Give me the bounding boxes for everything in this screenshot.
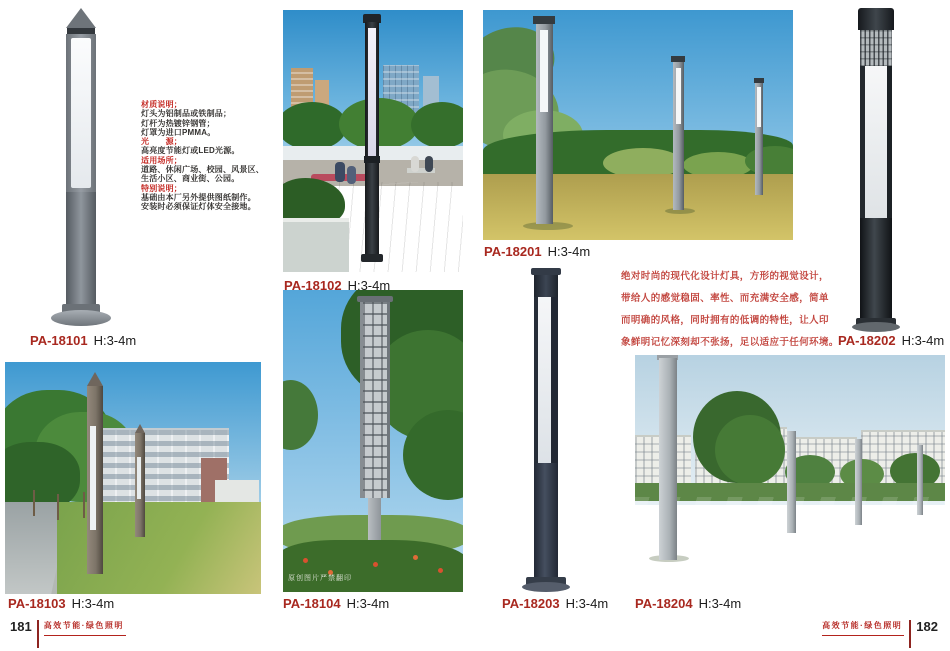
person (425, 156, 433, 172)
lamp-light-panel (676, 68, 681, 124)
product-image-pa18202 (843, 8, 913, 332)
product-photo-pa18201 (483, 10, 793, 240)
lamp-light-panel (757, 87, 761, 127)
building (215, 480, 259, 504)
lawn (483, 174, 793, 240)
description-line: 绝对时尚的现代化设计灯具，方形的视觉设计， (621, 271, 829, 282)
spec-line: 生活小区、商业街、公园。 (141, 174, 240, 184)
tree-trunk (33, 490, 35, 516)
lamp-pole (787, 431, 796, 533)
product-model: PA-18202 (838, 333, 896, 348)
product-height: H:3-4m (346, 596, 390, 611)
lamp-lattice-column (360, 302, 390, 498)
spec-line: 安装时必须保证灯体安全接地。 (141, 202, 256, 212)
lamp-base (522, 582, 570, 592)
spec-line: 灯罩为进口PMMA。 (141, 127, 216, 137)
lamp-collar (364, 156, 380, 163)
lamp-cap (858, 8, 894, 30)
product-label-pa18202 (838, 333, 944, 348)
lamp-light-panel (368, 28, 376, 156)
lamp-light-panel (540, 30, 548, 112)
product-label-pa18101 (30, 333, 136, 348)
lamp-tip (87, 372, 103, 386)
planter (283, 218, 349, 272)
product-label-pa18204 (635, 596, 741, 611)
lamp-light-panel (860, 66, 892, 218)
lamp-pole (855, 439, 862, 525)
tree-trunk (57, 494, 59, 520)
product-height: H:3-4m (901, 333, 945, 348)
product-model: PA-18104 (283, 596, 341, 611)
product-height: H:3-4m (565, 596, 609, 611)
product-model: PA-18102 (284, 278, 342, 293)
product-image-pa18203 (506, 268, 582, 594)
lamp-pole (860, 218, 892, 318)
lamp-light-panel (137, 457, 141, 499)
description-line: 象鲜明记忆深刻却不张扬，足以适应于任何环境。 (621, 337, 839, 348)
tree-trunk (83, 492, 85, 518)
flower (413, 555, 418, 560)
product-height: H:3-4m (71, 596, 115, 611)
product-model: PA-18103 (8, 596, 66, 611)
product-label-pa18203 (502, 596, 608, 611)
spec-line: 灯杆为热镀锌钢管； (141, 118, 215, 128)
product-image-pa18101 (30, 8, 135, 330)
product-height: H:3-4m (698, 596, 742, 611)
product-model: PA-18101 (30, 333, 88, 348)
spec-text-block (141, 100, 264, 212)
lamp-pole (534, 463, 558, 577)
flower (373, 562, 378, 567)
spec-line: 基础由本厂另外提供图纸制作。 (141, 192, 256, 202)
page-number-right: 182 (916, 619, 938, 634)
product-height: H:3-4m (347, 278, 391, 293)
product-photo-pa18204 (635, 355, 945, 593)
footer-left (10, 620, 126, 648)
lamp-tip (135, 424, 145, 433)
product-photo-pa18102 (283, 10, 463, 272)
lamp-louver-grille (860, 30, 892, 66)
product-label-pa18103 (8, 596, 114, 611)
spec-line: 适用场所； (141, 155, 182, 165)
person (335, 162, 345, 182)
description-line: 而明确的风格，同时拥有的低调的特性，让人印 (621, 315, 829, 326)
lamp-base (51, 310, 111, 326)
product-label-pa18102 (284, 278, 390, 293)
footer-slogan-right: 高效节能·绿色照明 (822, 620, 904, 636)
footer-divider (37, 620, 39, 648)
flower (303, 558, 308, 563)
product-label-pa18104 (283, 596, 389, 611)
product-height: H:3-4m (547, 244, 591, 259)
spec-line: 材质说明； (141, 100, 182, 109)
lamp-pole (917, 445, 923, 515)
person (347, 166, 356, 184)
product-photo-pa18104 (283, 290, 463, 592)
lamp-light-panel (534, 297, 558, 463)
product-model: PA-18204 (635, 596, 693, 611)
lamp-light-panel (71, 38, 91, 188)
spec-line: 特别说明； (141, 183, 182, 193)
footer-right (822, 620, 938, 648)
product-model: PA-18203 (502, 596, 560, 611)
product-label-pa18201 (484, 244, 590, 259)
product-model: PA-18201 (484, 244, 542, 259)
product-photo-pa18103 (5, 362, 261, 594)
lamp-cap (533, 16, 555, 24)
photo-watermark: 原创图片严禁翻印 (288, 575, 352, 582)
spec-line: 光 源； (141, 137, 182, 147)
tree (715, 415, 785, 485)
lamp-base (361, 254, 383, 262)
lamp-tip (66, 8, 96, 28)
footer-slogan-left: 高效节能·绿色照明 (44, 620, 126, 636)
footer-divider (909, 620, 911, 648)
lamp-light-panel (90, 426, 96, 530)
spec-line: 高亮度节能灯或LED光源。 (141, 146, 240, 156)
lamp-head (534, 275, 558, 297)
description-line: 带给人的感觉稳固、率性、而充满安全感，简单 (621, 293, 829, 304)
lamp-pole (659, 358, 677, 560)
person (411, 156, 419, 172)
page-number-left: 181 (10, 619, 32, 634)
trees (339, 98, 419, 150)
spec-line: 道路、休闲广场、校园、风景区、 (141, 165, 264, 175)
spec-line: 灯头为铝制品或铁制品； (141, 109, 232, 119)
design-description (621, 266, 839, 354)
flower (438, 568, 443, 573)
lamp-base (852, 322, 900, 332)
lamp-pole (66, 192, 96, 306)
lamp-cap (531, 268, 561, 275)
product-height: H:3-4m (93, 333, 137, 348)
